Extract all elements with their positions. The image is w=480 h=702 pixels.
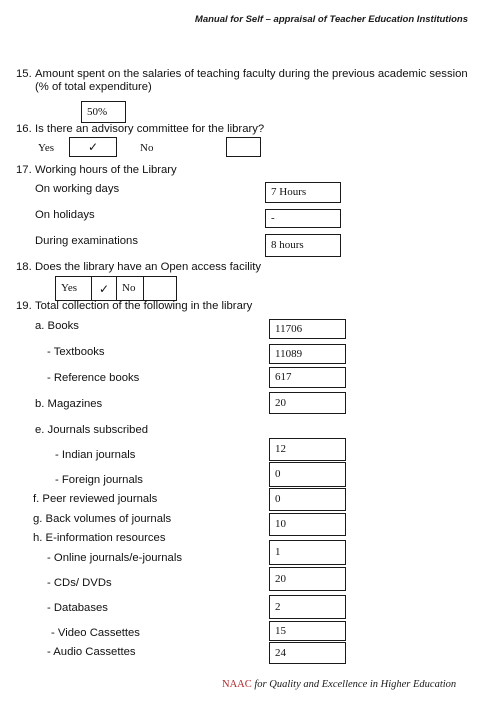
- q17-value-box-holidays[interactable]: [265, 209, 341, 228]
- q17-label-working-days: On working days: [35, 183, 120, 195]
- q19-label-magazines: b. Magazines: [35, 398, 103, 410]
- q19-value-cds-dvds: 20: [275, 572, 286, 585]
- q19-label-back-volumes: g. Back volumes of journals: [33, 513, 172, 525]
- q19-label-online-journals: - Online journals/e-journals: [47, 552, 183, 564]
- q16-no-checkbox[interactable]: [226, 137, 261, 157]
- q19-label-audio-cassettes: - Audio Cassettes: [47, 646, 136, 658]
- page-footer: [222, 679, 456, 690]
- q19-label-peer-reviewed: f. Peer reviewed journals: [33, 493, 158, 505]
- q16-no-label: No: [140, 142, 154, 154]
- check-icon: ✓: [98, 281, 110, 296]
- q18-yes-cell: [55, 276, 92, 301]
- page-header: Manual for Self – appraisal of Teacher Education Institutions: [194, 14, 468, 25]
- q19-value-back-volumes: 10: [275, 518, 286, 530]
- q17-label-examinations: During examinations: [35, 235, 138, 247]
- q19-label-databases: - Databases: [47, 602, 108, 614]
- q18-number: 18.: [16, 261, 32, 273]
- q19-value-video-cassettes: 15: [275, 624, 286, 637]
- q16-yes-checkbox[interactable]: [69, 137, 117, 157]
- q15-value-box[interactable]: [81, 101, 126, 123]
- q19-label-e-information: h. E-information resources: [33, 532, 166, 544]
- q19-value-box-reference-books[interactable]: [269, 367, 346, 388]
- q19-label-books: a. Books: [35, 320, 79, 332]
- q16-yes-label: Yes: [38, 142, 55, 154]
- q19-label-cds-dvds: - CDs/ DVDs: [47, 577, 112, 589]
- q19-value-reference-books: 617: [275, 371, 292, 383]
- q19-value-box-magazines[interactable]: [269, 392, 346, 414]
- q19-value-box-video-cassettes[interactable]: [269, 621, 346, 641]
- q15-text-line1: Amount spent on the salaries of teaching faculty during the previous academic session: [35, 68, 468, 80]
- footer-tagline: for Quality and Excellence in Higher Education: [254, 679, 457, 690]
- q19-value-box-foreign-journals[interactable]: [269, 462, 346, 487]
- q19-value-box-cds-dvds[interactable]: [269, 567, 346, 591]
- q19-label-journals-subscribed: e. Journals subscribed: [35, 424, 149, 436]
- q17-value-box-examinations[interactable]: [265, 234, 341, 257]
- q19-label-indian-journals: - Indian journals: [55, 449, 136, 461]
- q19-value-indian-journals: 12: [275, 443, 286, 455]
- q17-value-holidays: -: [271, 212, 275, 224]
- q19-value-box-peer-reviewed[interactable]: [269, 488, 346, 511]
- q19-value-textbooks: 11089: [275, 347, 303, 360]
- q17-number: 17.: [16, 164, 32, 176]
- naac-label: NAAC: [222, 679, 252, 690]
- q17-label-holidays: On holidays: [35, 209, 95, 221]
- q19-value-online-journals: 1: [275, 546, 281, 558]
- q19-label-textbooks: - Textbooks: [47, 346, 105, 358]
- q15-number: 15.: [16, 68, 32, 80]
- q19-value-databases: 2: [275, 600, 281, 613]
- q16-number: 16.: [16, 123, 32, 135]
- q19-value-box-audio-cassettes[interactable]: [269, 642, 346, 664]
- q19-value-box-books[interactable]: [269, 319, 346, 339]
- q18-text: Does the library have an Open access facility: [35, 261, 262, 273]
- q18-yes-checkbox[interactable]: [91, 276, 117, 301]
- q19-text: Total collection of the following in the library: [35, 300, 253, 312]
- q19-value-peer-reviewed: 0: [275, 493, 281, 505]
- q19-value-foreign-journals: 0: [275, 468, 281, 480]
- q19-number: 19.: [16, 300, 32, 312]
- q18-yes-label: Yes: [61, 282, 78, 294]
- q19-value-box-databases[interactable]: [269, 595, 346, 619]
- q19-value-books: 11706: [275, 322, 303, 335]
- q15-text-line2: (% of total expenditure): [35, 81, 152, 93]
- q17-value-working-days: 7 Hours: [271, 186, 307, 198]
- q19-label-video-cassettes: - Video Cassettes: [51, 627, 140, 639]
- q17-value-box-working-days[interactable]: [265, 182, 341, 203]
- q18-no-checkbox[interactable]: [143, 276, 177, 301]
- q18-no-label: No: [122, 282, 136, 294]
- q16-text: Is there an advisory committee for the library?: [35, 123, 265, 135]
- check-icon: ✓: [87, 140, 99, 154]
- q19-value-box-back-volumes[interactable]: [269, 513, 346, 536]
- q19-value-box-online-journals[interactable]: [269, 540, 346, 565]
- q19-value-box-indian-journals[interactable]: [269, 438, 346, 461]
- q17-text: Working hours of the Library: [35, 164, 177, 176]
- q19-label-reference-books: - Reference books: [47, 372, 140, 384]
- q19-label-foreign-journals: - Foreign journals: [55, 474, 143, 486]
- q19-value-magazines: 20: [275, 396, 286, 409]
- q19-value-audio-cassettes: 24: [275, 646, 286, 659]
- q18-no-cell: [116, 276, 144, 301]
- q19-value-box-textbooks[interactable]: [269, 344, 346, 364]
- q15-value: 50%: [87, 105, 108, 118]
- q17-value-examinations: 8 hours: [271, 239, 304, 251]
